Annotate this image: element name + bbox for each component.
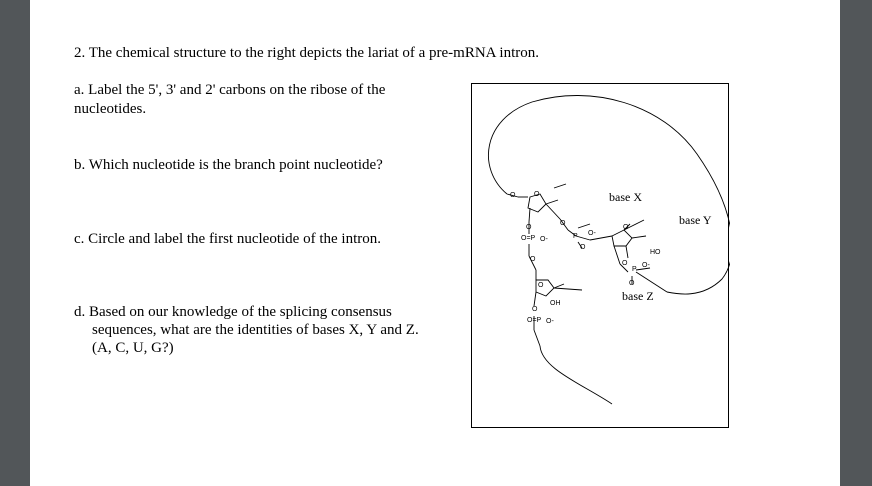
part-d-line-2: sequences, what are the identities of bases X, Y and Z. xyxy=(92,322,419,338)
atom-o-1: O xyxy=(510,192,516,199)
part-d-line-3: (A, C, U, G?) xyxy=(92,340,174,356)
oxyanion-3: O- xyxy=(642,262,650,269)
oxyanion-1: O- xyxy=(540,236,548,243)
phosphate-2: P xyxy=(573,233,578,240)
atom-o-2: O xyxy=(534,191,540,198)
base-x-label: base X xyxy=(609,190,642,204)
atom-o-4: O xyxy=(530,256,536,263)
question-title: 2. The chemical structure to the right depicts the lariat of a pre-mRNA intron. xyxy=(74,45,539,61)
part-a-line-1: a. Label the 5', 3' and 2' carbons on the ribose of the xyxy=(74,82,386,98)
ribose-ring-3 xyxy=(612,230,632,246)
base-z-label: base Z xyxy=(622,289,654,303)
hydroxyl-left: OH xyxy=(550,300,561,307)
lariat-structure-drawing xyxy=(472,84,730,429)
atom-o-7: O xyxy=(623,224,629,231)
atom-o-11: O xyxy=(532,306,538,313)
atom-o-3: O xyxy=(526,224,532,231)
phosphate-1: O=P xyxy=(521,235,536,242)
phosphate-4: O=P xyxy=(527,317,542,324)
phosphate-3: P xyxy=(632,266,637,273)
document-page xyxy=(30,0,840,486)
atom-o-6: O xyxy=(580,244,586,251)
atom-o-5: O xyxy=(560,220,566,227)
base-y-label: base Y xyxy=(679,213,712,227)
hydroxyl-right: HO xyxy=(650,249,661,256)
lariat-figure xyxy=(471,83,729,428)
oxyanion-4: O- xyxy=(546,318,554,325)
atom-o-9: O xyxy=(629,280,635,287)
part-a-line-2: nucleotides. xyxy=(74,101,147,117)
part-c: c. Circle and label the first nucleotide of the intron. xyxy=(74,231,381,247)
oxyanion-2: O- xyxy=(588,230,596,237)
atom-o-10: O xyxy=(538,282,544,289)
part-b: b. Which nucleotide is the branch point nucleotide? xyxy=(74,157,383,173)
part-d-line-1: d. Based on our knowledge of the splicing consensus xyxy=(74,304,392,320)
atom-o-8: O xyxy=(622,260,628,267)
